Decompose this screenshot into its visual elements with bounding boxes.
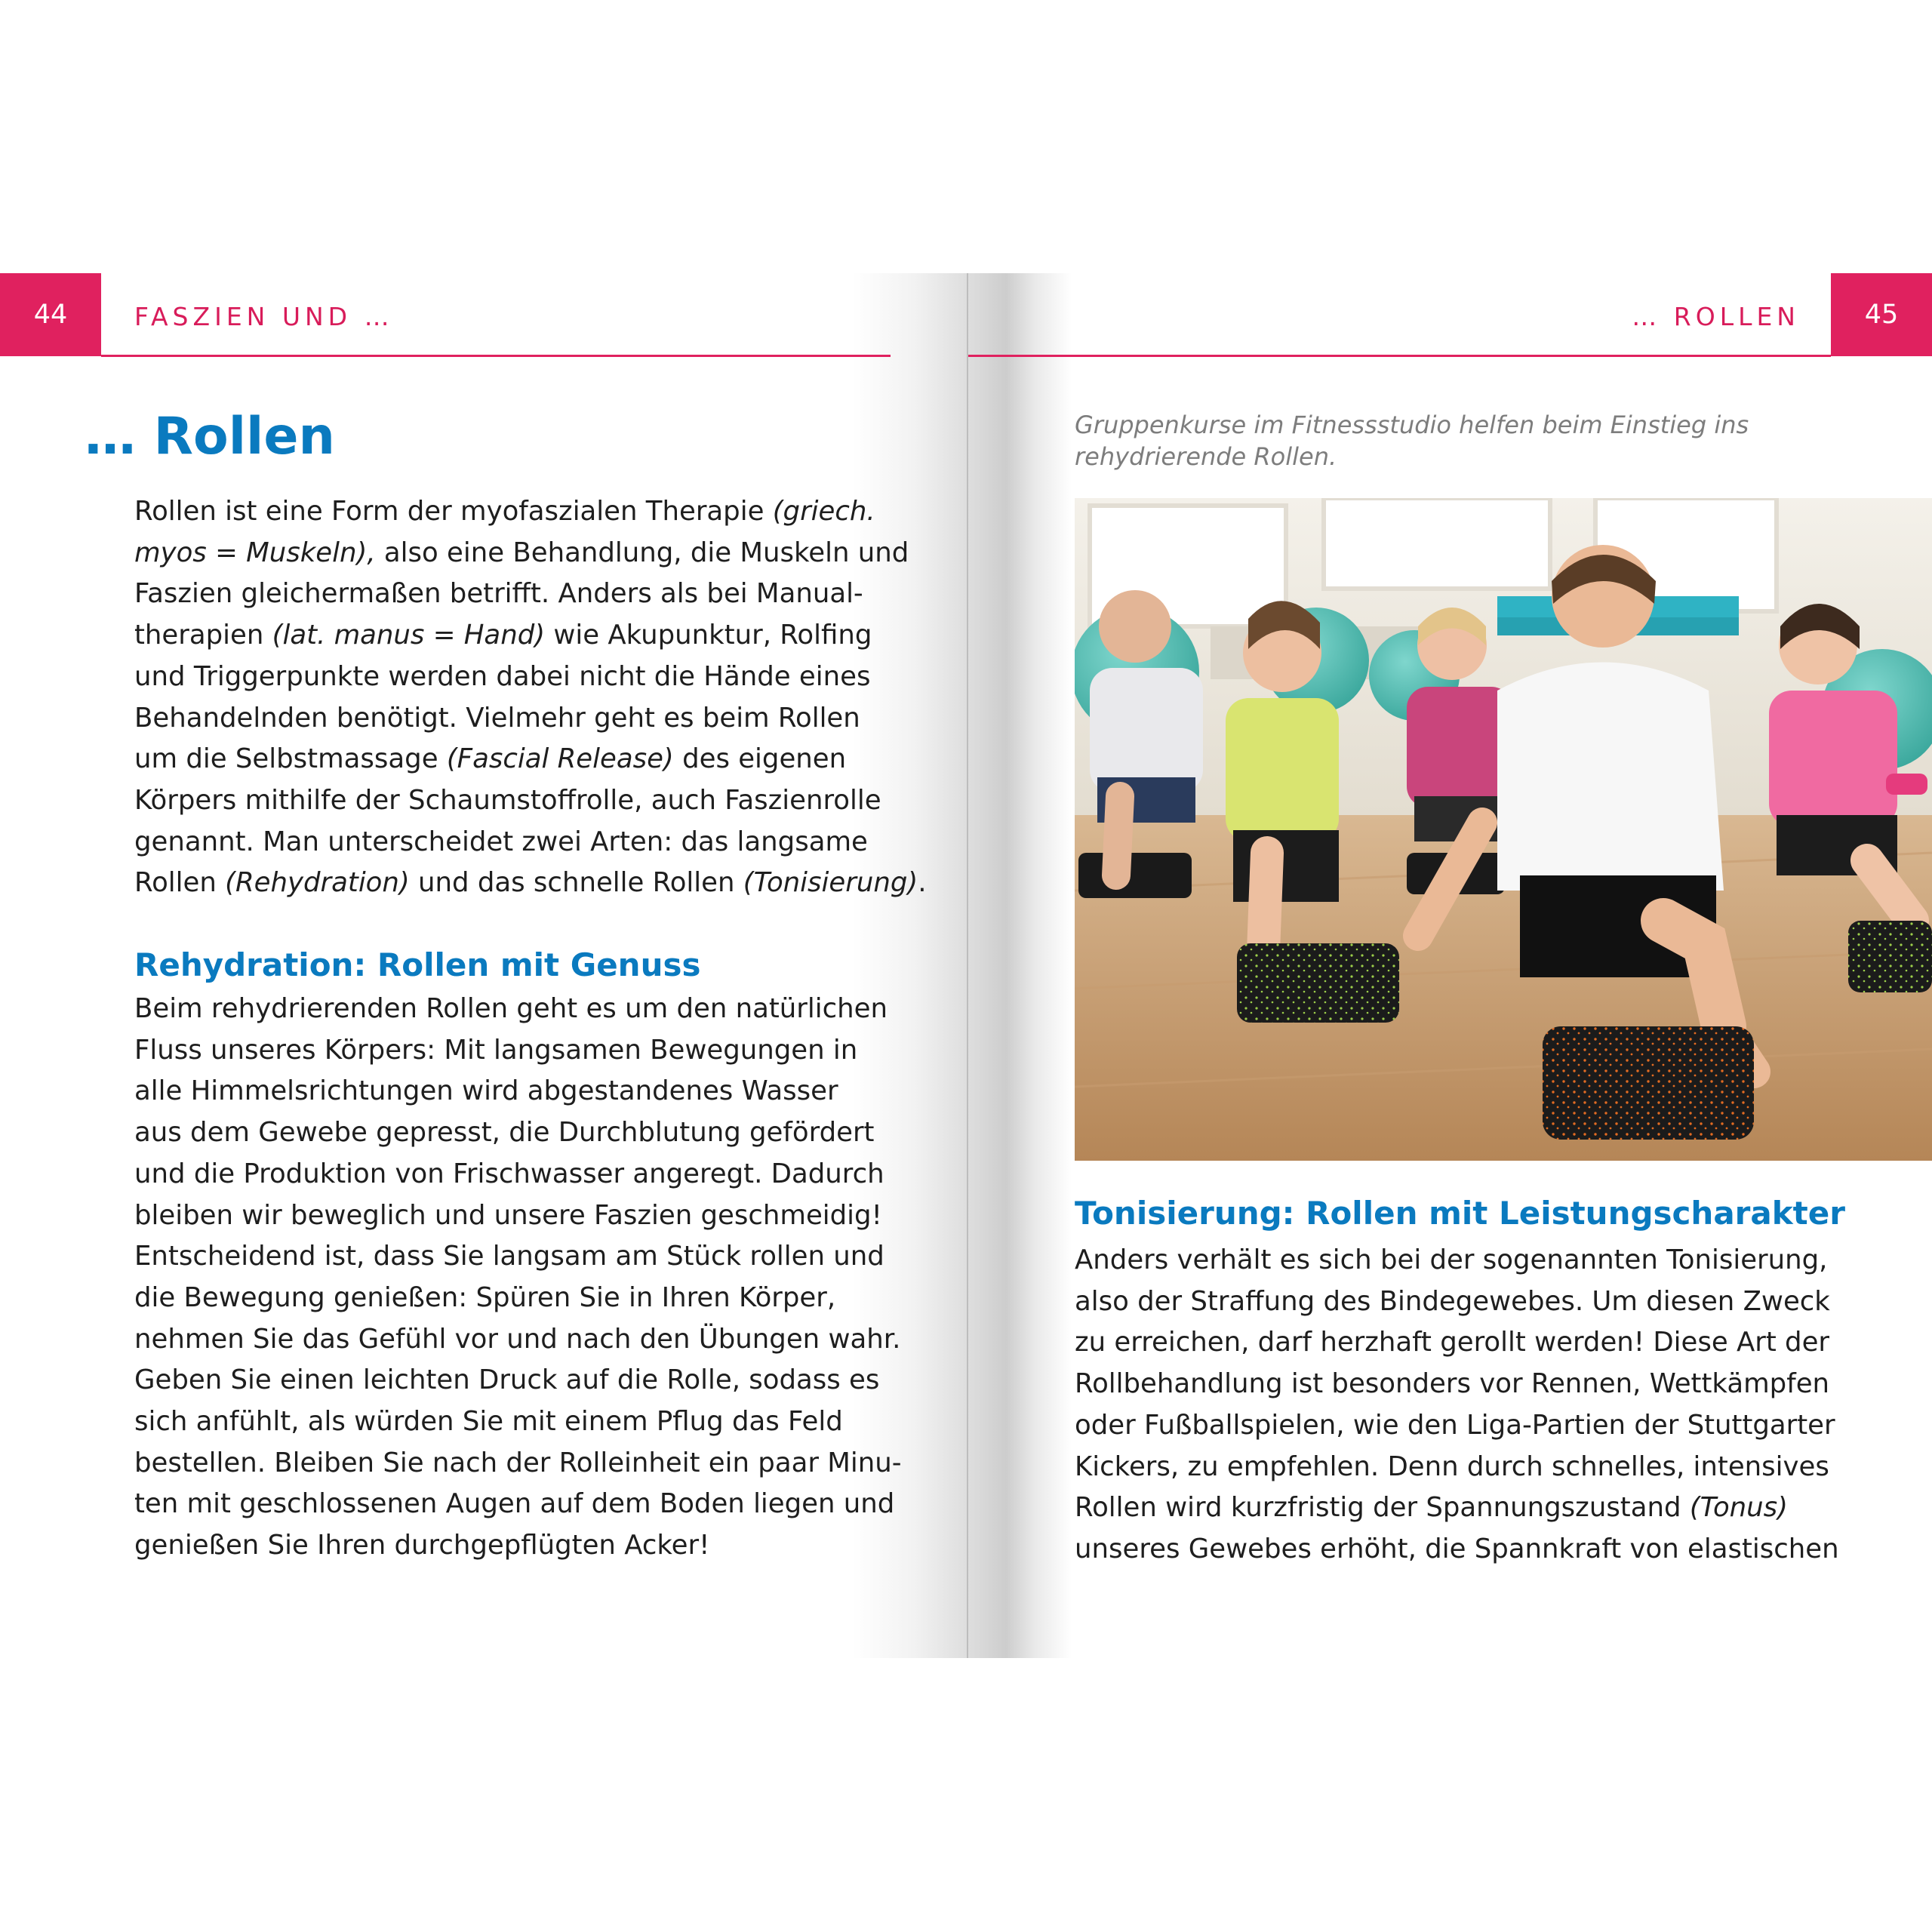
text-run: Rollen — [134, 867, 226, 899]
tonisierung-heading: Tonisierung: Rollen mit Leistungscharakter — [1075, 1195, 1845, 1232]
gutter-fold-line — [967, 273, 968, 1658]
left-running-head: FASZIEN UND … — [134, 302, 394, 331]
text-run: und das schnelle Rollen — [409, 867, 743, 899]
rehydration-heading: Rehydration: Rollen mit Genuss — [134, 946, 701, 983]
text-line — [134, 780, 927, 822]
text-line — [134, 657, 927, 698]
text-run: um die Selbstmassage — [134, 743, 447, 775]
text-run: Kickers, zu empfehlen. Denn durch schnelles, intensives — [1075, 1451, 1829, 1482]
text-run: Rollbehandlung ist besonders vor Rennen, Wettkämpfen — [1075, 1368, 1830, 1400]
text-run: zu erreichen, darf herzhaft gerollt werden! Diese Art der — [1075, 1327, 1830, 1358]
text-run: Anders verhält es sich bei der sogenannten Tonisierung, — [1075, 1244, 1828, 1275]
text-line — [1075, 1447, 1839, 1488]
text-run: Faszien gleichermaßen betrifft. Anders als bei Manual- — [134, 578, 863, 610]
right-running-head: … ROLLEN — [1632, 302, 1800, 331]
right-page-number: 45 — [1831, 273, 1932, 356]
text-run: Rollen ist eine Form der myofaszialen Therapie — [134, 496, 773, 527]
text-run: alle Himmelsrichtungen wird abgestandenes Wasser — [134, 1075, 838, 1107]
text-run: oder Fußballspielen, wie den Liga-Partien der Stuttgarter — [1075, 1409, 1835, 1441]
caption-line: rehydrierende Rollen. — [1075, 442, 1337, 471]
text-run: Geben Sie einen leichten Druck auf die Rolle, sodass es — [134, 1364, 880, 1396]
text-line — [1075, 1281, 1839, 1323]
text-line — [134, 863, 927, 904]
italic-term: (Tonisierung) — [743, 867, 918, 899]
text-run: und Triggerpunkte werden dabei nicht die Hände eines — [134, 660, 871, 692]
text-run: sich anfühlt, als würden Sie mit einem Pflug das Feld — [134, 1406, 843, 1438]
italic-term: myos = Muskeln), — [134, 537, 376, 568]
text-line — [134, 1112, 902, 1154]
intro-paragraph — [134, 491, 927, 904]
text-run: therapien — [134, 620, 272, 651]
text-line — [134, 1236, 902, 1278]
tonisierung-paragraph — [1075, 1240, 1839, 1571]
text-line — [134, 1071, 902, 1112]
text-run: aus dem Gewebe gepresst, die Durchblutung gefördert — [134, 1117, 875, 1149]
chapter-title: … Rollen — [85, 407, 335, 466]
text-line — [134, 1319, 902, 1361]
text-line — [134, 989, 902, 1030]
text-run: unseres Gewebes erhöht, die Spannkraft von elastischen — [1075, 1533, 1839, 1564]
text-run: ten mit geschlossenen Augen auf dem Boden liegen und — [134, 1488, 895, 1520]
text-run: Beim rehydrierenden Rollen geht es um den natürlichen — [134, 993, 888, 1024]
text-run: Behandelnden benötigt. Vielmehr geht es beim Rollen — [134, 702, 860, 734]
italic-term: (Tonus) — [1689, 1492, 1789, 1524]
italic-term: (Rehydration) — [225, 867, 410, 899]
text-run: Entscheidend ist, dass Sie langsam am Stück rollen und — [134, 1241, 884, 1272]
caption-line: Gruppenkurse im Fitnessstudio helfen beim Einstieg ins — [1075, 411, 1749, 439]
text-line — [134, 1030, 902, 1072]
left-page-number: 44 — [0, 273, 101, 356]
text-run: die Bewegung genießen: Spüren Sie in Ihren Körper, — [134, 1281, 836, 1313]
text-run: genießen Sie Ihren durchgepflügten Acker! — [134, 1530, 710, 1561]
text-run: Rollen wird kurzfristig der Spannungszustand — [1075, 1492, 1690, 1524]
text-run: des eigenen — [673, 743, 847, 775]
left-header-rule — [101, 355, 891, 357]
text-line — [134, 1401, 902, 1443]
text-line — [1075, 1364, 1839, 1405]
text-line — [134, 1443, 902, 1484]
text-line — [134, 1278, 902, 1319]
italic-term: (Fascial Release) — [446, 743, 674, 775]
text-line — [134, 1360, 902, 1401]
text-line — [134, 615, 927, 657]
text-run: Körpers mithilfe der Schaumstoffrolle, auch Faszienrolle — [134, 784, 881, 816]
text-run: wie Akupunktur, Rolfing — [545, 620, 872, 651]
text-line — [134, 1154, 902, 1195]
text-line — [134, 533, 927, 574]
text-line — [1075, 1529, 1839, 1571]
text-line — [134, 491, 927, 533]
text-line — [134, 574, 927, 615]
text-run: genannt. Man unterscheidet zwei Arten: das langsame — [134, 826, 868, 857]
text-run: also der Straffung des Bindegewebes. Um diesen Zweck — [1075, 1285, 1830, 1317]
italic-term: (griech. — [772, 496, 875, 527]
text-run: bleiben wir beweglich und unsere Faszien geschmeidig! — [134, 1199, 882, 1231]
rehydration-paragraph — [134, 989, 902, 1567]
text-run: . — [918, 867, 927, 899]
text-line — [134, 1525, 902, 1567]
text-run: also eine Behandlung, die Muskeln und — [375, 537, 909, 568]
text-run: Fluss unseres Körpers: Mit langsamen Bewegungen in — [134, 1034, 858, 1066]
text-run: und die Produktion von Frischwasser angeregt. Dadurch — [134, 1158, 884, 1189]
text-run: bestellen. Bleiben Sie nach der Rolleinheit ein paar Minu- — [134, 1447, 902, 1478]
text-line — [1075, 1322, 1839, 1364]
text-line — [134, 1484, 902, 1525]
text-line — [134, 739, 927, 780]
text-line — [134, 822, 927, 863]
text-run: nehmen Sie das Gefühl vor und nach den Übungen wahr. — [134, 1323, 901, 1355]
text-line — [134, 1195, 902, 1237]
text-line — [1075, 1405, 1839, 1447]
text-line — [134, 698, 927, 740]
italic-term: (lat. manus = Hand) — [272, 620, 546, 651]
photo-caption — [1075, 409, 1749, 472]
fitness-class-photo — [1075, 498, 1932, 1161]
right-header-rule — [968, 355, 1831, 357]
text-line — [1075, 1487, 1839, 1529]
text-line — [1075, 1240, 1839, 1281]
